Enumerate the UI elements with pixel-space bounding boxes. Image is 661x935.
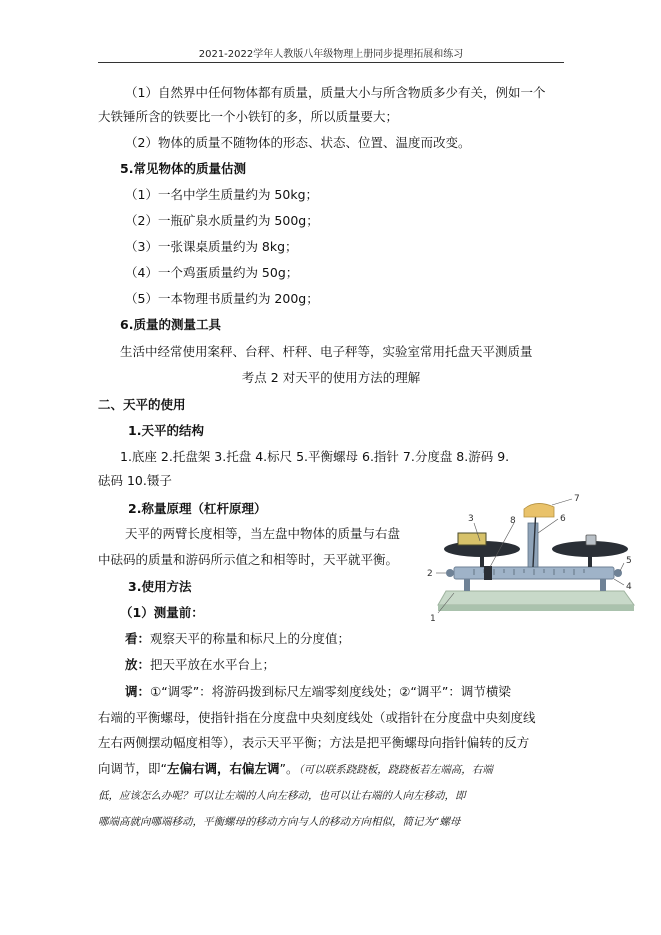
subsection-heading: （1）测量前：: [120, 605, 204, 620]
label-7: 7: [574, 494, 580, 504]
paragraph-line: （2）物体的质量不随物体的形态、状态、位置、温度而改变。: [125, 135, 471, 150]
list-item: （1）一名中学生质量约为 50kg；: [125, 187, 319, 202]
list-item: （2）一瓶矿泉水质量约为 500g；: [125, 213, 319, 228]
label-6: 6: [560, 514, 566, 524]
object-on-pan: [458, 533, 486, 545]
section-heading: 二、天平的使用: [98, 397, 186, 412]
base-edge: [438, 605, 634, 611]
paragraph-line: [98, 761, 493, 778]
paragraph-line: 左右两侧摆动幅度相等），表示天平平衡；方法是把平衡螺母向指针偏转的反方: [98, 735, 530, 750]
kan-text: 观察天平的称量和标尺上的分度值；: [150, 631, 351, 646]
topic-heading: 考点 2 对天平的使用方法的理解: [241, 370, 421, 385]
paragraph-line: 大铁锤所含的铁要比一个小铁钉的多，所以质量要大；: [98, 109, 399, 124]
rider: [484, 566, 492, 580]
fang-text: 把天平放在水平台上；: [150, 657, 276, 672]
note-line: 低，应该怎么办呢？可以让左端的人向左移动，也可以让右端的人向左移动，即: [98, 790, 466, 802]
balance-nut-right: [614, 569, 622, 577]
tiao-text: ①“调零”：将游码拨到标尺左端零刻度线处；②“调平”：调节横梁: [150, 684, 511, 699]
weight: [586, 535, 596, 545]
paragraph-line: 生活中经常使用案秤、台秤、杆秤、电子秤等，实验室常用托盘天平测质量: [120, 344, 533, 359]
list-item: （5）一本物理书质量约为 200g；: [125, 291, 319, 306]
fang-label: 放：: [125, 657, 151, 672]
page-header: 2021-2022学年人教版八年级物理上册同步提理拓展和练习: [198, 49, 464, 60]
label-5: 5: [626, 556, 632, 566]
balance-nut-left: [446, 569, 454, 577]
note-line: 哪端高就向哪端移动，平衡螺母的移动方向与人的移动方向相似，简记为“螺母: [98, 816, 461, 828]
base-plate: [438, 591, 634, 605]
text-run: ”。: [279, 761, 299, 776]
paragraph-line: [125, 657, 275, 673]
paragraph-line: [125, 631, 350, 647]
label-1: 1: [430, 614, 436, 623]
tiao-label: 调：: [125, 684, 151, 699]
emphasis-text: 左偏右调，右偏左调: [166, 761, 280, 776]
dial-plate: [524, 503, 554, 517]
section-heading: 6.质量的测量工具: [120, 317, 221, 332]
paragraph-line: （1）自然界中任何物体都有质量，质量大小与所含物质多少有关，例如一个: [125, 85, 546, 100]
balance-figure: [424, 493, 640, 623]
subsection-heading: 2.称量原理（杠杆原理）: [128, 501, 267, 516]
leg: [600, 579, 606, 591]
kan-label: 看：: [125, 631, 151, 646]
label-8: 8: [510, 516, 516, 526]
paragraph-line: 中砝码的质量和游码所示值之和相等时，天平就平衡。: [98, 552, 399, 567]
subsection-heading: 1.天平的结构: [128, 423, 204, 438]
header-divider: [98, 62, 564, 63]
paragraph-line: 1.底座 2.托盘架 3.托盘 4.标尺 5.平衡螺母 6.指针 7.分度盘 8.游码 9.: [120, 449, 510, 464]
note-text: （可以联系跷跷板，跷跷板若左端高，右端: [298, 764, 493, 776]
paragraph-line: 天平的两臂长度相等，当左盘中物体的质量与右盘: [125, 526, 401, 541]
leg: [464, 579, 470, 591]
list-item: （4）一个鸡蛋质量约为 50g；: [125, 265, 299, 280]
text-run: 向调节，即“: [98, 761, 167, 776]
subsection-heading: 3.使用方法: [128, 579, 192, 594]
paragraph-line: [125, 684, 511, 700]
label-4: 4: [626, 582, 632, 592]
paragraph-line: 砝码 10.镊子: [98, 473, 172, 488]
label-3: 3: [468, 514, 474, 524]
paragraph-line: 右端的平衡螺母，使指针指在分度盘中央刻度线处（或指针在分度盘中央刻度线: [98, 710, 536, 725]
label-2: 2: [427, 569, 433, 579]
section-heading: 5.常见物体的质量估测: [120, 161, 246, 176]
list-item: （3）一张课桌质量约为 8kg；: [125, 239, 298, 254]
